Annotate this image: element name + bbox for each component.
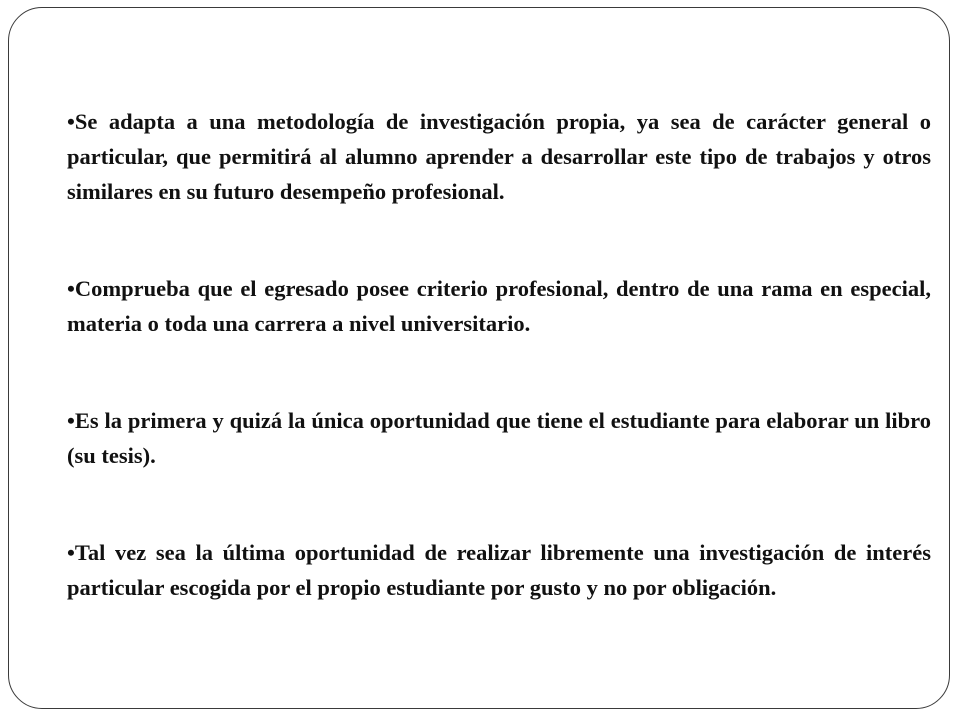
bullet-text-3: Es la primera y quizá la única oportunidad que tiene el estudiante para elaborar un libro (su tesis).: [67, 408, 931, 468]
bullet-text-1: Se adapta a una metodología de investigación propia, ya sea de carácter general o particular, que permitirá al alumno aprender a desarrollar este tipo de trabajos y otros similares en su futuro desempeño profesional.: [67, 109, 931, 204]
slide-frame: [8, 7, 950, 709]
bullet-icon: •: [67, 408, 75, 433]
bullet-paragraph-2: [67, 271, 931, 341]
bullet-text-2: Comprueba que el egresado posee criterio profesional, dentro de una rama en especial, materia o toda una carrera a nivel universitario.: [67, 276, 931, 336]
bullet-paragraph-1: [67, 104, 931, 209]
bullet-paragraph-4: [67, 535, 931, 605]
slide-content: [67, 104, 931, 605]
bullet-icon: •: [67, 109, 75, 134]
bullet-icon: •: [67, 276, 75, 301]
bullet-icon: •: [67, 540, 75, 565]
bullet-text-4: Tal vez sea la última oportunidad de realizar libremente una investigación de interés particular escogida por el propio estudiante por gusto y no por obligación.: [67, 540, 931, 600]
bullet-paragraph-3: [67, 403, 931, 473]
